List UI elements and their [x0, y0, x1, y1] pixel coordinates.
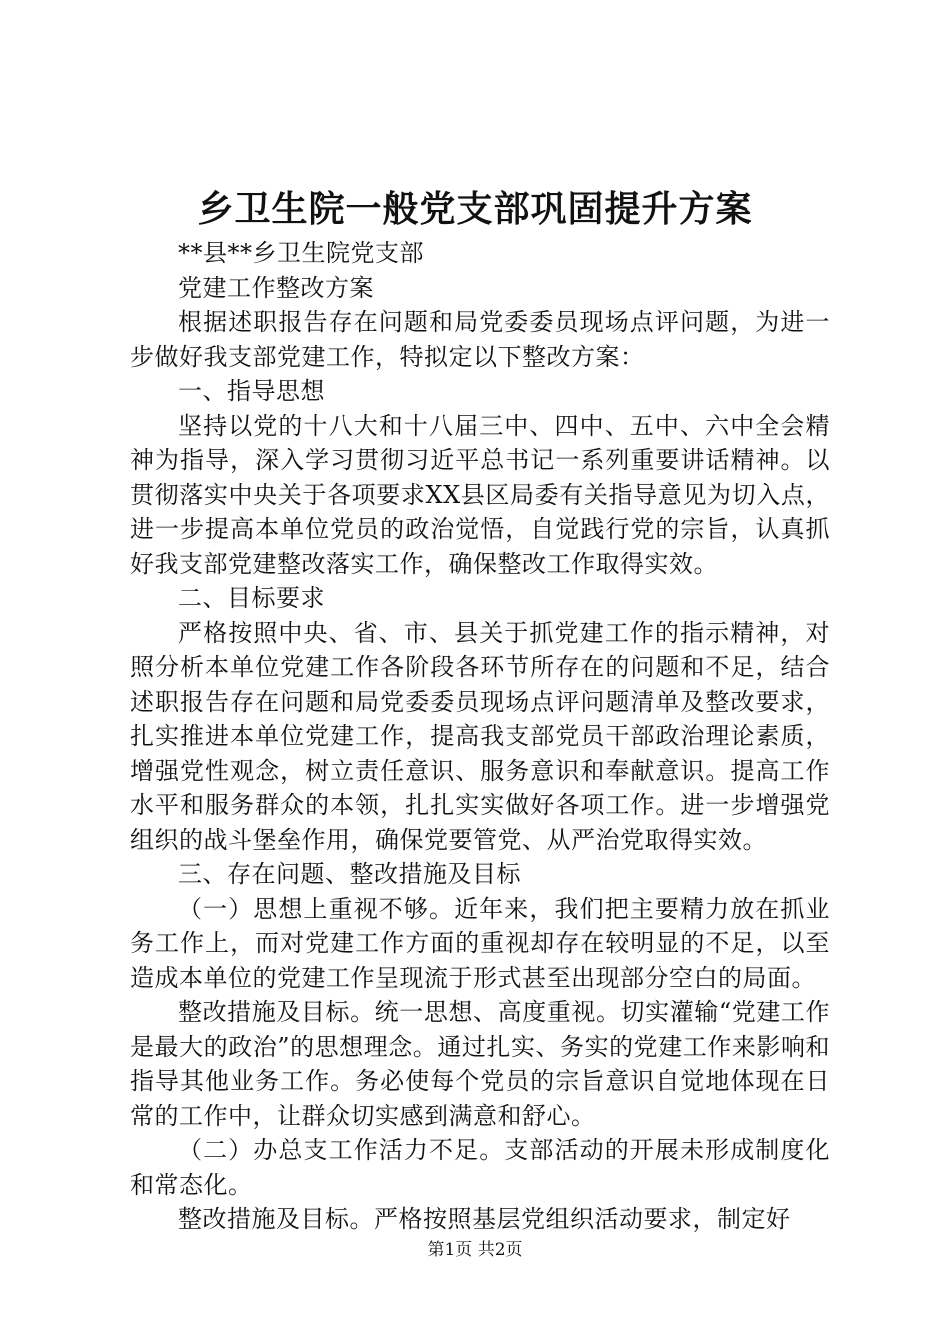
paragraph: （二）办总支工作活力不足。支部活动的开展未形成制度化和常态化。 [130, 1136, 830, 1199]
paragraph: 坚持以党的十八大和十八届三中、四中、五中、六中全会精神为指导，深入学习贯彻习近平总书记一系列重要讲话精神。以贯彻落实中央关于各项要求XX县区局委有关指导意见为切入点，进一步提高本单位党员的政治觉悟，自觉践行党的宗旨，认真抓好我支部党建整改落实工作，确保整改工作取得实效。 [130, 411, 830, 578]
paragraph: （一）思想上重视不够。近年来，我们把主要精力放在抓业务工作上，而对党建工作方面的重视却存在较明显的不足，以至造成本单位的党建工作呈现流于形式甚至出现部分空白的局面。 [130, 894, 830, 992]
section-heading: 三、存在问题、整改措施及目标 [178, 860, 521, 888]
document-title: 乡卫生院一般党支部巩固提升方案 [197, 188, 753, 230]
paragraph: 根据述职报告存在问题和局党委委员现场点评问题，为进一步做好我支部党建工作，特拟定以下整改方案： [130, 308, 830, 371]
paragraph: 党建工作整改方案 [178, 273, 374, 302]
section-heading: 一、指导思想 [178, 377, 325, 405]
paragraph: **县**乡卫生院党支部 [178, 239, 424, 267]
document-body [130, 236, 830, 1237]
page-footer: 第1页 共2页 [427, 1240, 523, 1260]
paragraph: 整改措施及目标。统一思想、高度重视。切实灌输“党建工作是最大的政治”的思想理念。通过扎实、务实的党建工作来影响和指导其他业务工作。务必使每个党员的宗旨意识自觉地体现在日常的工作中，让群众切实感到满意和舒心。 [130, 998, 830, 1130]
section-heading: 二、目标要求 [178, 584, 325, 612]
paragraph: 严格按照中央、省、市、县关于抓党建工作的指示精神，对照分析本单位党建工作各阶段各环节所存在的问题和不足，结合述职报告存在问题和局党委委员现场点评问题清单及整改要求，扎实推进本单位党建工作，提高我支部党员干部政治理论素质，增强党性观念，树立责任意识、服务意识和奉献意识。提高工作水平和服务群众的本领，扎扎实实做好各项工作。进一步增强党组织的战斗堡垒作用，确保党要管党、从严治党取得实效。 [130, 618, 830, 854]
paragraph: 整改措施及目标。严格按照基层党组织活动要求，制定好 [178, 1205, 791, 1233]
